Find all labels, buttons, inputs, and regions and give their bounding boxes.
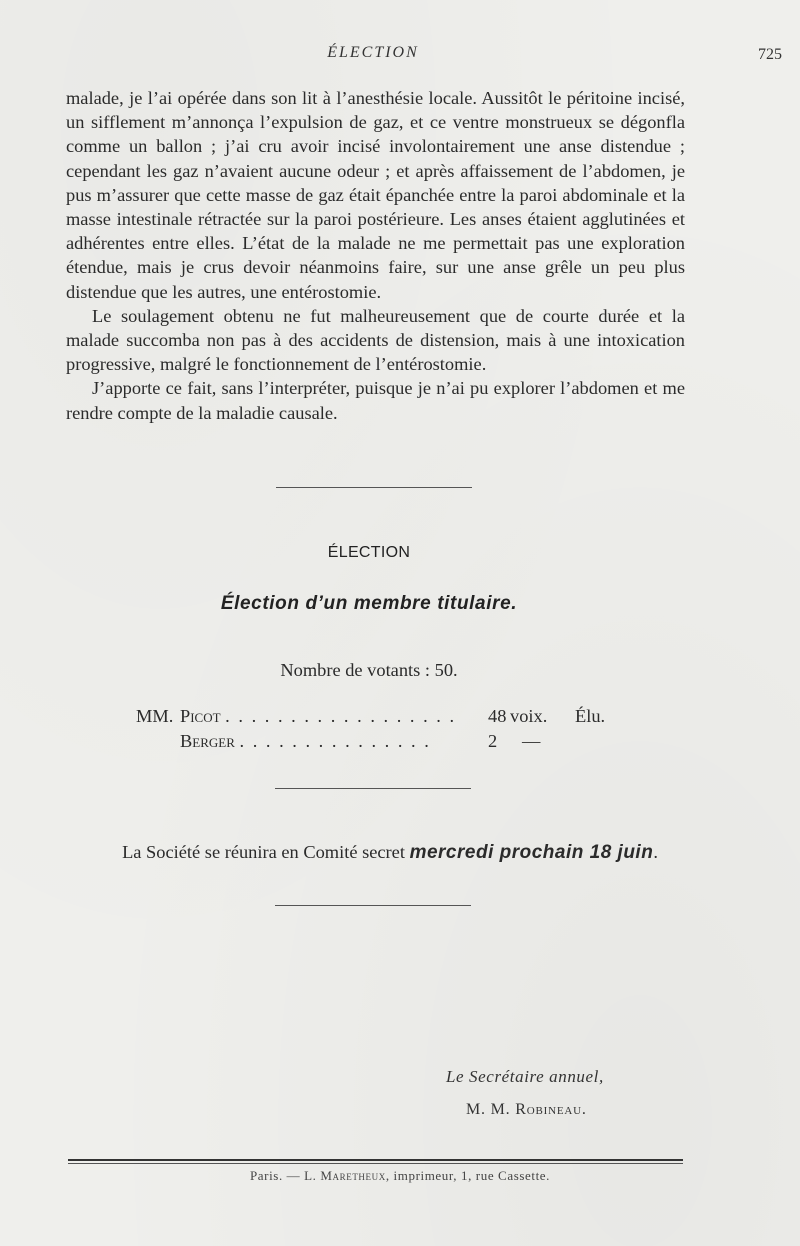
imprint-address: imprimeur, 1, rue Cassette.	[393, 1168, 551, 1183]
leader-dots: . . . . . . . . . . . . . . . . . .	[225, 706, 457, 726]
footer-rule	[68, 1163, 683, 1164]
signature-name	[466, 1101, 587, 1119]
paragraph-1: malade, je l’ai opérée dans son lit à l’anesthésie locale. Aussitôt le péritoine incisé, un sifflement m’annonça l’expulsion de gaz, et ce ventre monstrueux se dégonfla comme un ballon ; j’ai cru avoir incisé involontairement une anse distendue ; cependant les gaz n’avaient aucune odeur ; et après affaissement de l’abdomen, je pus m’assurer que cette masse de gaz était épanchée entre la paroi abdominale et la masse intestinale rétractée sur la paroi postérieure. Les anses étaient agglutinées et adhérentes entre elles. L’état de la malade ne me permettait pas une exploration étendue, mais je crus devoir néanmoins faire, sur une anse grêle un peu plus distendue que les autres, une entérostomie.	[66, 88, 685, 302]
candidate-name	[180, 731, 431, 752]
vote-prefix: MM.	[136, 706, 174, 726]
votants-label: Nombre de votants :	[280, 660, 431, 680]
signature-title: Le Secrétaire annuel,	[446, 1067, 604, 1086]
announcement-lead: La Société se réunira en Comité secret	[122, 842, 405, 862]
running-head	[0, 44, 800, 68]
vote-unit: voix.	[510, 706, 548, 726]
announcement-date: mercredi prochain 18 juin	[409, 842, 654, 863]
paragraph-2: Le soulagement obtenu ne fut malheureusement que de courte durée et la malade succomba non pas à des accidents de distension, mais à une intoxication progressive, malgré le fonctionnement de l’entérostomie.	[66, 305, 685, 375]
imprint-city: Paris. — L.	[249, 1168, 317, 1183]
section-title: ÉLECTION	[327, 544, 411, 561]
vote-status: Élu.	[575, 706, 606, 726]
candidate-name-text: Berger	[180, 731, 235, 751]
announcement-end: .	[653, 842, 658, 862]
candidate-name-text: Picot	[180, 706, 221, 726]
signature-initials: M. M.	[466, 1101, 511, 1118]
vote-result-row	[0, 731, 800, 757]
paragraph-3: J’apporte ce fait, sans l’interpréter, puisque je n’ai pu explorer l’abdomen et me rendre compte de la maladie causale.	[66, 378, 685, 423]
votants-count: 50.	[434, 660, 458, 680]
page-number: 725	[758, 46, 782, 63]
votants-line	[0, 660, 738, 681]
running-head-title: ÉLECTION	[327, 44, 419, 61]
election-subtitle: Élection d’un membre titulaire.	[220, 593, 518, 614]
candidate-name	[180, 706, 456, 727]
vote-result-row	[0, 706, 800, 732]
signature-surname: Robineau.	[515, 1101, 587, 1118]
vote-dash: —	[522, 731, 541, 751]
section-divider	[275, 788, 471, 789]
body-text	[66, 86, 685, 425]
section-divider	[275, 905, 471, 906]
vote-count: 2	[488, 731, 498, 751]
meeting-announcement	[0, 842, 780, 864]
imprint-printer: Maretheux,	[320, 1168, 390, 1183]
printer-imprint	[0, 1168, 800, 1184]
vote-count: 48	[488, 706, 507, 726]
footer-rule	[68, 1159, 683, 1161]
section-divider	[276, 487, 472, 488]
leader-dots: . . . . . . . . . . . . . . .	[239, 731, 431, 751]
